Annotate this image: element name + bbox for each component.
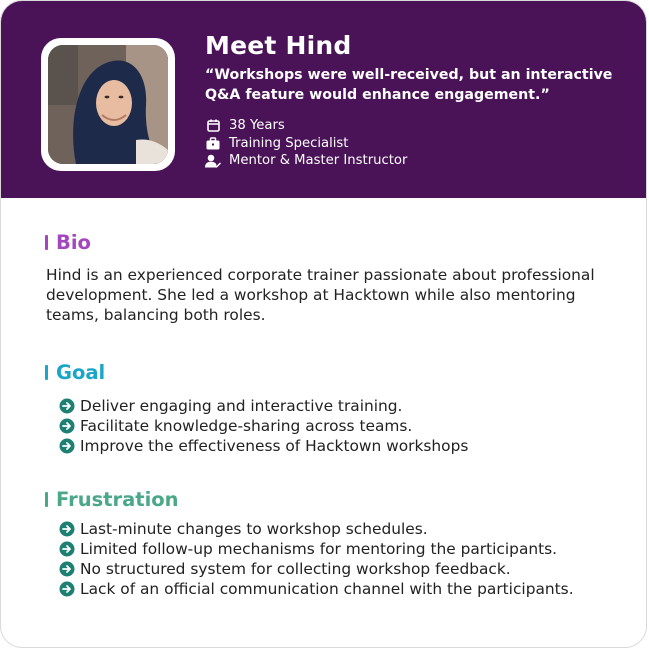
goal-item-text: Deliver engaging and interactive training. bbox=[80, 397, 403, 415]
fact-role-label: Training Specialist bbox=[229, 135, 349, 151]
frustration-item-text: Lack of an official communication channel with the participants. bbox=[80, 580, 574, 598]
arrow-circle-right-icon bbox=[59, 561, 75, 577]
list-item bbox=[59, 436, 579, 456]
arrow-circle-right-icon bbox=[59, 541, 75, 557]
list-item bbox=[59, 559, 599, 579]
list-item bbox=[59, 579, 599, 599]
persona-name: Meet Hind bbox=[205, 31, 352, 60]
frustration-accent-bar bbox=[45, 492, 48, 507]
frustration-item-text: Last-minute changes to workshop schedules. bbox=[80, 520, 428, 538]
list-item bbox=[59, 519, 599, 539]
bio-heading bbox=[45, 231, 91, 254]
user-edit-icon bbox=[205, 154, 221, 168]
arrow-circle-right-icon bbox=[59, 418, 75, 434]
frustration-heading bbox=[45, 488, 179, 511]
arrow-circle-right-icon bbox=[59, 581, 75, 597]
calendar-icon bbox=[205, 119, 221, 133]
list-item bbox=[59, 539, 599, 559]
frustration-heading-label: Frustration bbox=[56, 488, 179, 511]
bio-accent-bar bbox=[45, 235, 48, 250]
goal-accent-bar bbox=[45, 365, 48, 380]
bio-heading-label: Bio bbox=[56, 231, 91, 254]
frustration-item-text: Limited follow-up mechanisms for mentoring the participants. bbox=[80, 540, 558, 558]
persona-facts bbox=[205, 117, 407, 170]
goal-item-text: Facilitate knowledge-sharing across teams. bbox=[80, 417, 413, 435]
fact-secondary-role-label: Mentor & Master Instructor bbox=[229, 153, 408, 169]
list-item bbox=[59, 396, 579, 416]
persona-header bbox=[1, 1, 646, 198]
frustration-list bbox=[59, 519, 599, 599]
briefcase-icon bbox=[205, 136, 221, 150]
goal-heading-label: Goal bbox=[56, 361, 106, 384]
fact-secondary-role bbox=[205, 152, 407, 170]
avatar bbox=[48, 45, 168, 164]
arrow-circle-right-icon bbox=[59, 521, 75, 537]
fact-role bbox=[205, 135, 407, 153]
fact-age-label: 38 Years bbox=[229, 118, 285, 134]
bio-text: Hind is an experienced corporate trainer passionate about professional development. She led a workshop at Hacktown while also mentoring teams, balancing both roles. bbox=[46, 266, 595, 324]
fact-age bbox=[205, 117, 407, 135]
goal-heading bbox=[45, 361, 105, 384]
goal-item-text: Improve the effectiveness of Hacktown workshops bbox=[80, 437, 469, 455]
avatar-frame bbox=[41, 38, 175, 171]
arrow-circle-right-icon bbox=[59, 398, 75, 414]
persona-quote: “Workshops were well-received, but an interactive Q&A feature would enhance engagement.” bbox=[205, 67, 613, 103]
list-item bbox=[59, 416, 579, 436]
goal-list bbox=[59, 396, 579, 456]
arrow-circle-right-icon bbox=[59, 438, 75, 454]
frustration-item-text: No structured system for collecting workshop feedback. bbox=[80, 560, 511, 578]
